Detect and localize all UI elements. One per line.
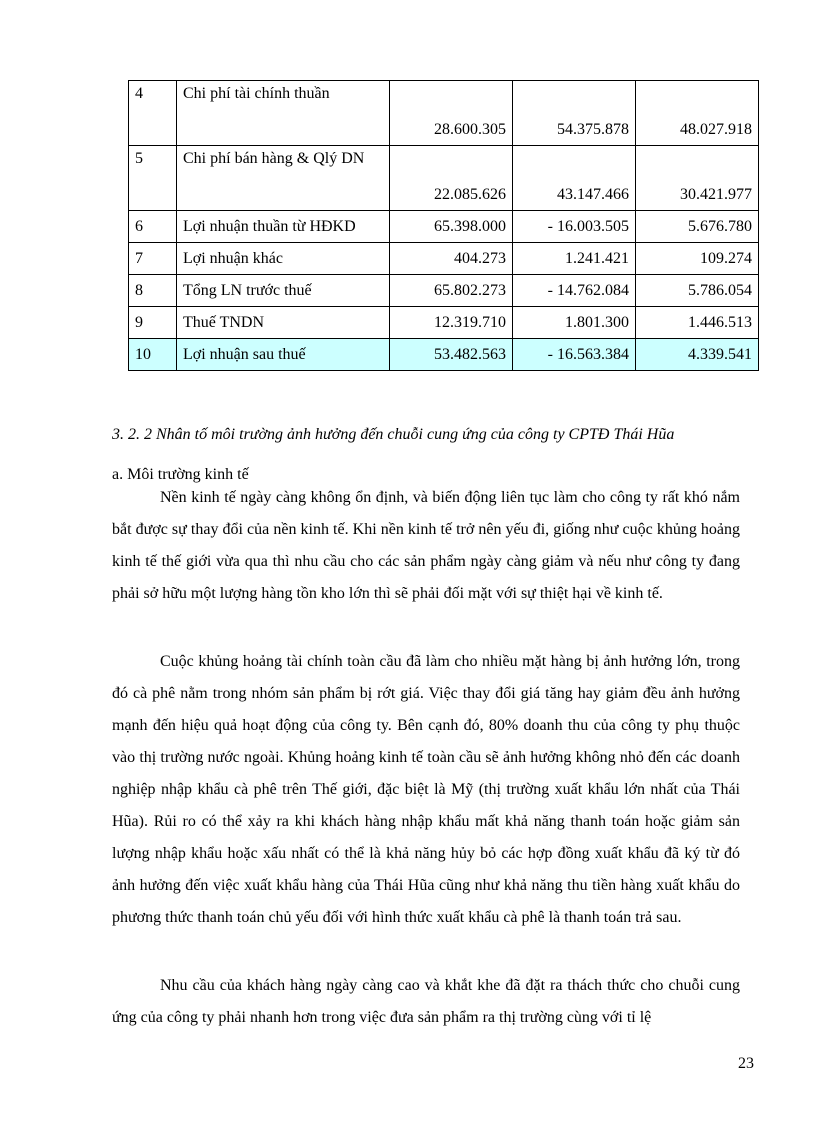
value-cell: 54.375.878 bbox=[513, 81, 636, 146]
value-cell: 5.786.054 bbox=[636, 275, 759, 307]
table-row bbox=[129, 146, 759, 211]
row-label: Lợi nhuận khác bbox=[177, 243, 390, 275]
page-number: 23 bbox=[738, 1055, 754, 1072]
value-cell: 53.482.563 bbox=[390, 339, 513, 371]
value-cell: 12.319.710 bbox=[390, 307, 513, 339]
paragraph: Nhu cầu của khách hàng ngày càng cao và khắt khe đã đặt ra thách thức cho chuỗi cung ứng của công ty phải nhanh hơn trong việc đưa sản phẩm ra thị trường cùng với tỉ lệ bbox=[112, 977, 740, 1026]
row-number: 10 bbox=[129, 339, 177, 371]
row-label: Lợi nhuận sau thuế bbox=[177, 339, 390, 371]
row-label: Chi phí tài chính thuần bbox=[177, 81, 390, 146]
paragraph: Cuộc khủng hoảng tài chính toàn cầu đã làm cho nhiều mặt hàng bị ảnh hưởng lớn, trong đó cà phê nằm trong nhóm sản phẩm bị rớt giá. Việc thay đổi giá tăng hay giảm đều ảnh hưởng mạnh đến hiệu quả hoạt động của công ty. Bên cạnh đó, 80% doanh thu của công ty phụ thuộc vào thị trường nước ngoài. Khủng hoảng kinh tế toàn cầu sẽ ảnh hưởng không nhỏ đến các doanh nghiệp nhập khẩu cà phê trên Thế giới, đặc biệt là Mỹ (thị trường xuất khẩu lớn nhất của Thái Hũa). Rủi ro có thể xảy ra khi khách hàng nhập khẩu mất khả năng thanh toán hoặc giảm sản lượng nhập khẩu hoặc xấu nhất có thể là khả năng hủy bỏ các hợp đồng xuất khẩu đã ký từ đó ảnh hưởng đến việc xuất khẩu hàng của Thái Hũa cũng như khả năng thu tiền hàng xuất khẩu do phương thức thanh toán chủ yếu đối với hình thức xuất khẩu cà phê là thanh toán trả sau. bbox=[112, 653, 740, 926]
value-cell: 22.085.626 bbox=[390, 146, 513, 211]
value-cell: 1.241.421 bbox=[513, 243, 636, 275]
value-cell: - 14.762.084 bbox=[513, 275, 636, 307]
subsection-heading: a. Môi trường kinh tế bbox=[112, 466, 249, 483]
financial-table bbox=[128, 80, 759, 371]
value-cell: 4.339.541 bbox=[636, 339, 759, 371]
row-number: 8 bbox=[129, 275, 177, 307]
value-cell: 109.274 bbox=[636, 243, 759, 275]
row-label: Thuế TNDN bbox=[177, 307, 390, 339]
table-row bbox=[129, 243, 759, 275]
row-label: Chi phí bán hàng & Qlý DN bbox=[177, 146, 390, 211]
row-number: 5 bbox=[129, 146, 177, 211]
value-cell: 48.027.918 bbox=[636, 81, 759, 146]
value-cell: 65.398.000 bbox=[390, 211, 513, 243]
row-label: Tổng LN trước thuế bbox=[177, 275, 390, 307]
table-row-highlighted bbox=[129, 339, 759, 371]
value-cell: 65.802.273 bbox=[390, 275, 513, 307]
value-cell: 28.600.305 bbox=[390, 81, 513, 146]
value-cell: 30.421.977 bbox=[636, 146, 759, 211]
table-row bbox=[129, 211, 759, 243]
value-cell: 43.147.466 bbox=[513, 146, 636, 211]
value-cell: 5.676.780 bbox=[636, 211, 759, 243]
value-cell: 404.273 bbox=[390, 243, 513, 275]
section-heading: 3. 2. 2 Nhân tố môi trường ảnh hưởng đến chuỗi cung ứng của công ty CPTĐ Thái Hũa bbox=[112, 426, 675, 443]
table-row bbox=[129, 275, 759, 307]
row-label: Lợi nhuận thuần từ HĐKD bbox=[177, 211, 390, 243]
table-row bbox=[129, 81, 759, 146]
table-row bbox=[129, 307, 759, 339]
row-number: 7 bbox=[129, 243, 177, 275]
value-cell: - 16.563.384 bbox=[513, 339, 636, 371]
row-number: 6 bbox=[129, 211, 177, 243]
row-number: 4 bbox=[129, 81, 177, 146]
value-cell: 1.446.513 bbox=[636, 307, 759, 339]
value-cell: - 16.003.505 bbox=[513, 211, 636, 243]
row-number: 9 bbox=[129, 307, 177, 339]
paragraph: Nền kinh tế ngày càng không ổn định, và biến động liên tục làm cho công ty rất khó nắm bắt được sự thay đổi của nền kinh tế. Khi nền kinh tế trở nên yếu đi, giống như cuộc khủng hoảng kinh tế thế giới vừa qua thì nhu cầu cho các sản phẩm ngày càng giảm và nếu như công ty đang phải sở hữu một lượng hàng tồn kho lớn thì sẽ phải đối mặt với sự thiệt hại về kinh tế. bbox=[112, 489, 740, 602]
value-cell: 1.801.300 bbox=[513, 307, 636, 339]
